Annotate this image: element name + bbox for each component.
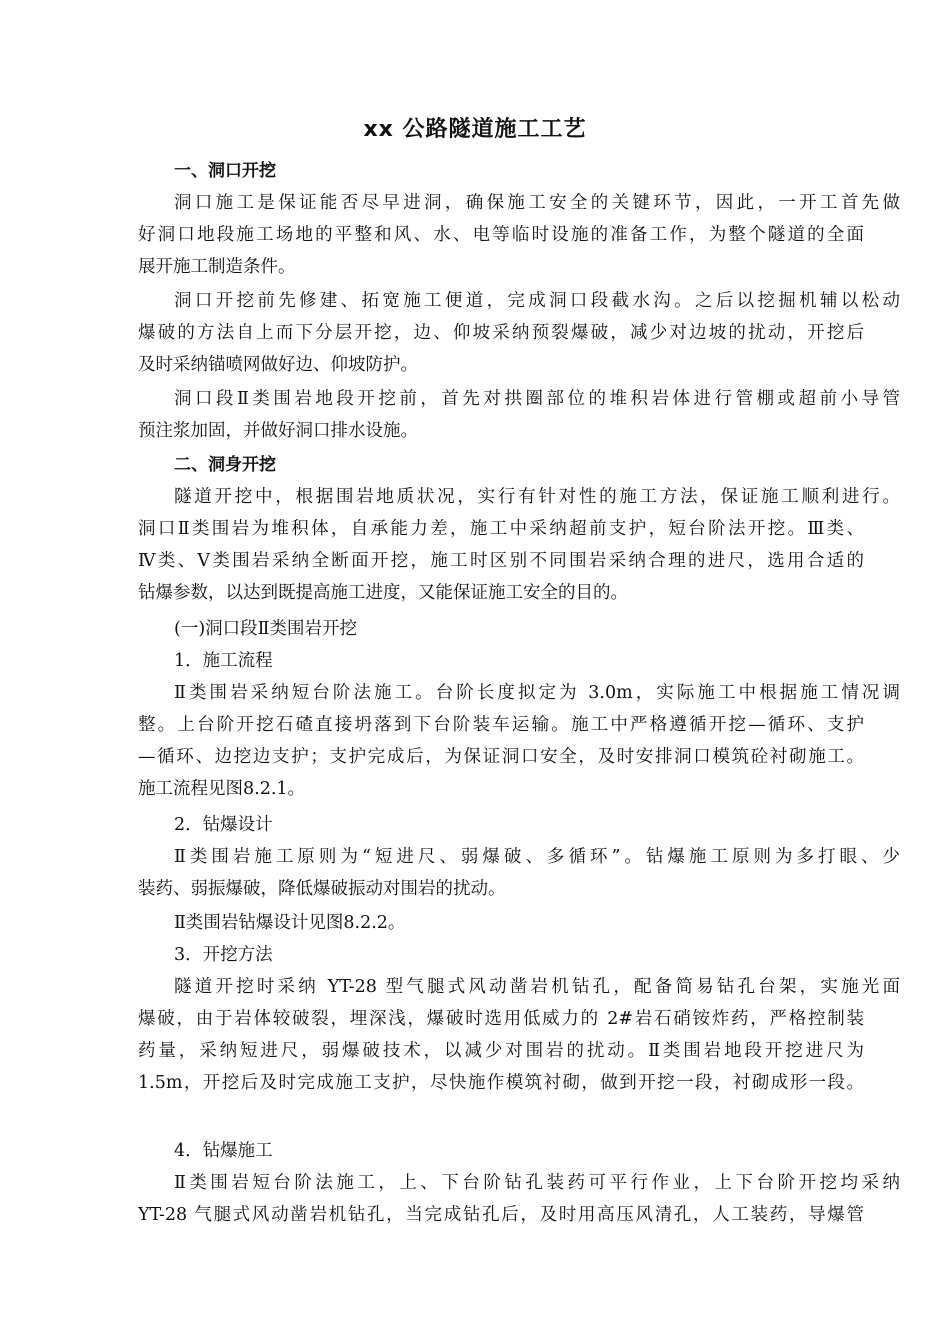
paragraph-line: 洞口开挖前先修建、拓宽施工便道，完成洞口段截水沟。之后以挖掘机辅以松动: [174, 291, 900, 311]
paragraph-line: 爆破，由于岩体较破裂，埋深浅，爆破时选用低威力的 2#岩石硝铵炸药，严格控制装: [138, 1009, 864, 1029]
document-title: xx 公路隧道施工工艺: [363, 117, 587, 142]
paragraph-line: 及时采纳锚喷网做好边、仰坡防护。: [138, 355, 418, 375]
subheading: 3．开挖方法: [174, 945, 273, 965]
paragraph-line: Ⅱ类围岩采纳短台阶法施工。台阶长度拟定为 3.0m，实际施工中根据施工情况调: [174, 683, 900, 703]
subheading: 2．钻爆设计: [174, 815, 273, 835]
paragraph-line: 预注浆加固，并做好洞口排水设施。: [138, 421, 418, 441]
paragraph-line: 钻爆参数，以达到既提高施工进度，又能保证施工安全的目的。: [138, 583, 628, 603]
subheading: (一)洞口段Ⅱ类围岩开挖: [174, 619, 358, 639]
paragraph-line: 好洞口地段施工场地的平整和风、水、电等临时设施的准备工作，为整个隧道的全面: [138, 225, 864, 245]
paragraph-line: —循环、边挖边支护；支护完成后，为保证洞口安全，及时安排洞口模筑砼衬砌施工。: [138, 747, 864, 767]
paragraph-line: 洞口Ⅱ类围岩为堆积体，自承能力差，施工中采纳超前支护，短台阶法开挖。Ⅲ类、: [138, 519, 864, 539]
paragraph-line: 洞口段Ⅱ类围岩地段开挖前，首先对拱圈部位的堆积岩体进行管棚或超前小导管: [174, 389, 900, 409]
paragraph-line: 隧道开挖时采纳 YT-28 型气腿式风动凿岩机钻孔，配备简易钻孔台架，实施光面: [174, 977, 900, 997]
paragraph-line: 装药、弱振爆破，降低爆破振动对围岩的扰动。: [138, 879, 506, 899]
section-heading: 一、洞口开挖: [174, 161, 276, 181]
paragraph-line: 整。上台阶开挖石碴直接坍落到下台阶装车运输。施工中严格遵循开挖—循环、支护: [138, 715, 864, 735]
paragraph-line: 1.5m，开挖后及时完成施工支护，尽快施作模筑衬砌，做到开挖一段，衬砌成形一段。: [138, 1073, 864, 1093]
subheading: 4．钻爆施工: [174, 1141, 273, 1161]
paragraph-line: 展开施工制造条件。: [138, 257, 296, 277]
section-heading: 二、洞身开挖: [174, 455, 276, 475]
paragraph-line: Ⅳ类、Ⅴ类围岩采纳全断面开挖，施工时区别不同围岩采纳合理的进尺，选用合适的: [138, 551, 864, 571]
paragraph-line: 爆破的方法自上而下分层开挖，边、仰坡采纳预裂爆破，减少对边坡的扰动，开挖后: [138, 323, 864, 343]
paragraph-line: 药量，采纳短进尺，弱爆破技术，以减少对围岩的扰动。Ⅱ类围岩地段开挖进尺为: [138, 1041, 864, 1061]
subheading: 1．施工流程: [174, 651, 273, 671]
paragraph-line: 洞口施工是保证能否尽早进洞，确保施工安全的关键环节，因此，一开工首先做: [174, 193, 900, 213]
subheading: Ⅱ类围岩钻爆设计见图8.2.2。: [174, 913, 406, 933]
paragraph-line: Ⅱ类围岩施工原则为“短进尺、弱爆破、多循环”。钻爆施工原则为多打眼、少: [174, 847, 900, 867]
paragraph-line: Ⅱ类围岩短台阶法施工，上、下台阶钻孔装药可平行作业，上下台阶开挖均采纳: [174, 1173, 900, 1193]
paragraph-line: YT-28 气腿式风动凿岩机钻孔，当完成钻孔后，及时用高压风清孔，人工装药，导爆管: [138, 1205, 864, 1225]
paragraph-line: 施工流程见图8.2.1。: [138, 779, 306, 799]
paragraph-line: 隧道开挖中，根据围岩地质状况，实行有针对性的施工方法，保证施工顺利进行。: [174, 487, 900, 507]
